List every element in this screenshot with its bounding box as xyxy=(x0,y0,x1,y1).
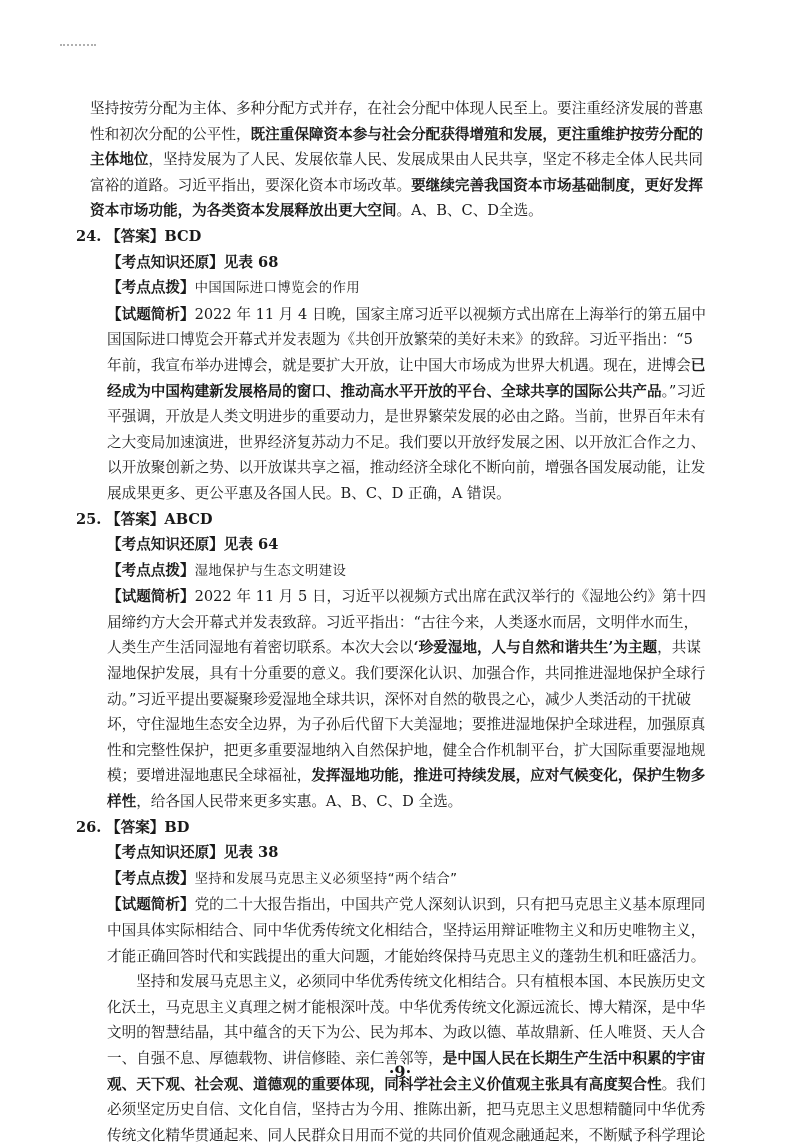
q24-analysis-label: 【试题简析】 xyxy=(107,305,195,323)
q24-knowledge-line xyxy=(90,250,712,276)
q26-p2-text-2: 。我们必须坚定历史自信、文化自信，坚持古为今用、推陈出新，把马克思主义思想精髓同中华优秀传统文化精华贯通起来、同人民群众日用而不觉的共同价值观念融通起来，不断赋予科学理论 xyxy=(107,1075,706,1144)
q26-knowledge-line xyxy=(90,840,712,866)
q25-analysis xyxy=(90,584,712,814)
q25-analysis-bold-2: 发挥湿地功能，推进可持续发展，应对气候变化，保护生物多样性 xyxy=(107,767,706,811)
q26-point-line xyxy=(90,866,712,893)
q25-answer-line xyxy=(76,507,712,533)
q25-number: 25. xyxy=(76,510,102,528)
q24-number: 24. xyxy=(76,227,102,245)
q26-point-label: 【考点点拨】 xyxy=(107,869,195,887)
page-content xyxy=(76,96,712,1148)
q25-analysis-text-3: ，给各国人民带来更多实惠。A、B、C、D 全选。 xyxy=(136,793,463,811)
q24-know-label: 【考点知识还原】 xyxy=(107,253,224,271)
q24-point: 中国国际进口博览会的作用 xyxy=(194,281,361,297)
q25-point-line xyxy=(90,558,712,585)
intro-bold-2: 要继续完善我国资本市场基础制度，更好发挥资本市场功能，为各类资本发展释放出更大空间 xyxy=(90,176,703,220)
q24-answer: BCD xyxy=(164,227,202,245)
q25-answer-label: 【答案】 xyxy=(106,510,165,528)
q24-analysis-text-2: 。”习近平强调，开放是人类文明进步的重要动力，是世界繁荣发展的必由之路。当前，世界百年未有之大变局加速演进，世界经济复苏动力不足。我们要以开放纾发展之困、以开放汇合作之力、以开放聚创新之势、以开放谋共享之福，推动经济全球化不断向前，增强各国发展动能，让发展成果更多、更公平惠及各国人民。B、C、D 正确，A 错误。 xyxy=(107,382,706,502)
q24-analysis xyxy=(90,302,712,507)
q26-answer: BD xyxy=(164,818,190,836)
q26-point: 坚持和发展马克思主义必须坚持“两个结合” xyxy=(194,871,458,887)
q24-analysis-bold-1: 已经成为中国构建新发展格局的窗口、推动高水平开放的平台、全球共享的国际公共产品 xyxy=(107,356,706,400)
q26-know-label: 【考点知识还原】 xyxy=(107,844,224,862)
intro-bold-1: 既注重保障资本参与社会分配获得增殖和发展，更注重维护按劳分配的主体地位 xyxy=(90,125,703,169)
q26-answer-label: 【答案】 xyxy=(106,818,165,836)
q25-know-label: 【考点知识还原】 xyxy=(107,536,224,554)
q24-analysis-text-1: 2022 年 11 月 4 日晚，国家主席习近平以视频方式出席在上海举行的第五届中国国际进口博览会开幕式并发表题为《共创开放繁荣的美好未来》的致辞。习近平指出：“5 年前，我宣布举办进博会，就是要扩大开放，让中国大市场成为世界大机遇。现在，进博会 xyxy=(107,305,706,374)
q24-answer-label: 【答案】 xyxy=(106,227,165,245)
q25-analysis-text-2: ，共谋湿地保护发展，具有十分重要的意义。我们要深化认识、加强合作，共同推进湿地保护全球行动。”习近平提出要凝聚珍爱湿地全球共识，深怀对自然的敬畏之心，减少人类活动的干扰破坏，守住湿地生态安全边界，为子孙后代留下大美湿地；要推进湿地保护全球进程，加强原真性和完整性保护，把更多重要湿地纳入自然保护地，健全合作机制平台，扩大国际重要湿地规模；要增进湿地惠民全球福祉， xyxy=(107,639,706,785)
q25-answer: ABCD xyxy=(164,510,213,528)
q26-analysis xyxy=(90,892,712,969)
q25-analysis-label: 【试题简析】 xyxy=(107,588,195,606)
corner-scan-mark xyxy=(60,44,96,48)
q24-point-label: 【考点点拨】 xyxy=(107,279,195,297)
intro-text-2: ，坚持发展为了人民、发展依靠人民、发展成果由人民共享，坚定不移走全体人民共同富裕的道路。习近平指出，要深化资本市场改革。 xyxy=(90,151,703,194)
page-number: ·9· xyxy=(388,1062,412,1081)
intro-paragraph xyxy=(90,96,712,224)
q26-paragraph-2 xyxy=(90,969,712,1148)
intro-text-1: 坚持按劳分配为主体、多种分配方式并存，在社会分配中体现人民至上。要注重经济发展的普惠性和初次分配的公平性， xyxy=(90,100,703,143)
q25-know: 见表 64 xyxy=(223,536,279,554)
q25-analysis-bold-1: ‘珍爱湿地，人与自然和谐共生’为主题 xyxy=(413,639,658,657)
q26-p2-text-1: 坚持和发展马克思主义，必须同中华优秀传统文化相结合。只有植根本国、本民族历史文化沃土，马克思主义真理之树才能根深叶茂。中华优秀传统文化源远流长、博大精深，是中华文明的智慧结晶，其中蕴含的天下为公、民为邦本、为政以德、革故鼎新、任人唯贤、天人合一、自强不息、厚德载物、讲信修睦、亲仁善邻等， xyxy=(107,973,706,1067)
q25-point: 湿地保护与生态文明建设 xyxy=(194,563,347,579)
q26-know: 见表 38 xyxy=(223,844,279,862)
q24-answer-line xyxy=(76,224,712,250)
q24-point-line xyxy=(90,275,712,302)
q25-analysis-text-1: 2022 年 11 月 5 日，习近平以视频方式出席在武汉举行的《湿地公约》第十四届缔约方大会开幕式并发表致辞。习近平指出：“古往今来，人类逐水而居，文明伴水而生，人类生产生活同湿地有着密切联系。本次大会以 xyxy=(107,588,706,657)
q26-answer-line xyxy=(76,815,712,841)
q24-know: 见表 68 xyxy=(223,253,279,271)
q26-p2-bold: 是中国人民在长期生产生活中积累的宇宙观、天下观、社会观、道德观的重要体现，同科学社会主义价值观主张具有高度契合性 xyxy=(107,1049,706,1093)
q25-point-label: 【考点点拨】 xyxy=(107,561,195,579)
intro-text-3: 。A、B、C、D全选。 xyxy=(396,202,543,220)
q26-analysis-text-1: 党的二十大报告指出，中国共产党人深刻认识到，只有把马克思主义基本原理同中国具体实际相结合、同中华优秀传统文化相结合，坚持运用辩证唯物主义和历史唯物主义，才能正确回答时代和实践提出的重大问题，才能始终保持马克思主义的蓬勃生机和旺盛活力。 xyxy=(107,896,706,965)
q26-analysis-label: 【试题简析】 xyxy=(107,896,195,914)
q26-number: 26. xyxy=(76,818,102,836)
q25-knowledge-line xyxy=(90,532,712,558)
